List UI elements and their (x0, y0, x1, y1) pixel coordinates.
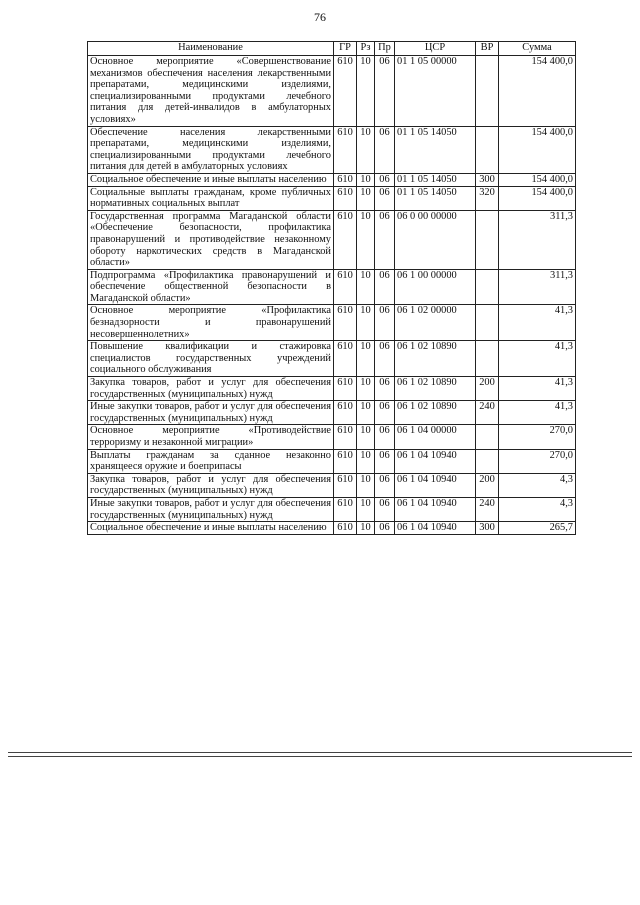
row-rz: 10 (357, 377, 375, 401)
row-rz: 10 (357, 126, 375, 173)
table-row (88, 56, 576, 127)
row-sum: 41,3 (499, 305, 576, 341)
row-name: Иные закупки товаров, работ и услуг для обеспечения государственных (муниципальных) нужд (88, 401, 334, 425)
row-name: Государственная программа Магаданской области «Обеспечение безопасности, профилактика правонарушений и противодействие незаконному обороту наркотических средств в Магаданской области» (88, 210, 334, 269)
row-vr (476, 269, 499, 305)
row-csr: 01 1 05 14050 (395, 173, 476, 186)
table-row (88, 305, 576, 341)
row-rz: 10 (357, 425, 375, 449)
row-gr: 610 (334, 56, 357, 127)
row-gr: 610 (334, 401, 357, 425)
table-row (88, 269, 576, 305)
row-pr: 06 (375, 341, 395, 377)
row-csr: 06 1 04 10940 (395, 522, 476, 535)
row-gr: 610 (334, 341, 357, 377)
row-vr (476, 341, 499, 377)
header-rz: Рз (357, 42, 375, 56)
table-row (88, 497, 576, 521)
table-row (88, 473, 576, 497)
row-sum: 154 400,0 (499, 173, 576, 186)
row-name: Повышение квалификации и стажировка специалистов государственных учреждений социального обслуживания (88, 341, 334, 377)
row-pr: 06 (375, 377, 395, 401)
row-pr: 06 (375, 473, 395, 497)
table-row (88, 341, 576, 377)
row-gr: 610 (334, 473, 357, 497)
row-pr: 06 (375, 305, 395, 341)
row-pr: 06 (375, 425, 395, 449)
row-pr: 06 (375, 269, 395, 305)
row-vr: 200 (476, 473, 499, 497)
row-rz: 10 (357, 186, 375, 210)
row-name: Выплаты гражданам за сданное незаконно хранящееся оружие и боеприпасы (88, 449, 334, 473)
row-rz: 10 (357, 56, 375, 127)
row-csr: 06 1 00 00000 (395, 269, 476, 305)
row-gr: 610 (334, 126, 357, 173)
row-pr: 06 (375, 401, 395, 425)
row-vr (476, 210, 499, 269)
footer-divider-bottom (8, 756, 632, 757)
table-row (88, 126, 576, 173)
row-vr: 300 (476, 173, 499, 186)
row-name: Социальное обеспечение и иные выплаты населению (88, 173, 334, 186)
row-rz: 10 (357, 449, 375, 473)
row-gr: 610 (334, 497, 357, 521)
header-vr: ВР (476, 42, 499, 56)
row-vr (476, 126, 499, 173)
header-name: Наименование (88, 42, 334, 56)
row-name: Подпрограмма «Профилактика правонарушений и обеспечение общественной безопасности в Магаданской области» (88, 269, 334, 305)
header-pr: Пр (375, 42, 395, 56)
row-vr: 240 (476, 401, 499, 425)
row-rz: 10 (357, 269, 375, 305)
row-name: Основное мероприятие «Противодействие терроризму и незаконной миграции» (88, 425, 334, 449)
row-vr (476, 56, 499, 127)
row-gr: 610 (334, 377, 357, 401)
table-row (88, 173, 576, 186)
row-pr: 06 (375, 56, 395, 127)
row-csr: 06 1 04 10940 (395, 473, 476, 497)
table-row (88, 449, 576, 473)
row-csr: 06 1 02 10890 (395, 341, 476, 377)
row-gr: 610 (334, 186, 357, 210)
row-sum: 4,3 (499, 497, 576, 521)
row-name: Социальное обеспечение и иные выплаты населению (88, 522, 334, 535)
row-csr: 06 1 02 00000 (395, 305, 476, 341)
row-gr: 610 (334, 269, 357, 305)
row-rz: 10 (357, 497, 375, 521)
table-row (88, 377, 576, 401)
row-sum: 154 400,0 (499, 56, 576, 127)
row-csr: 06 0 00 00000 (395, 210, 476, 269)
row-sum: 265,7 (499, 522, 576, 535)
row-csr: 01 1 05 14050 (395, 186, 476, 210)
table-row (88, 401, 576, 425)
row-name: Социальные выплаты гражданам, кроме публичных нормативных социальных выплат (88, 186, 334, 210)
row-sum: 4,3 (499, 473, 576, 497)
row-name: Закупка товаров, работ и услуг для обеспечения государственных (муниципальных) нужд (88, 377, 334, 401)
row-sum: 41,3 (499, 377, 576, 401)
row-pr: 06 (375, 522, 395, 535)
row-csr: 06 1 04 10940 (395, 497, 476, 521)
row-rz: 10 (357, 522, 375, 535)
row-sum: 41,3 (499, 341, 576, 377)
row-name: Основное мероприятие «Совершенствование механизмов обеспечения населения лекарственными препаратами, медицинскими изделиями, специализированными продуктами лечебного питания для детей-инвалидов в амбулаторных условиях» (88, 56, 334, 127)
page-number: 76 (314, 10, 326, 24)
row-name: Закупка товаров, работ и услуг для обеспечения государственных (муниципальных) нужд (88, 473, 334, 497)
row-csr: 06 1 02 10890 (395, 377, 476, 401)
row-csr: 06 1 04 10940 (395, 449, 476, 473)
table-row (88, 186, 576, 210)
table-row (88, 522, 576, 535)
row-rz: 10 (357, 341, 375, 377)
row-vr (476, 425, 499, 449)
row-name: Обеспечение населения лекарственными препаратами, медицинскими изделиями, специализированными продуктами лечебного питания для детей в амбулаторных условиях (88, 126, 334, 173)
row-vr: 200 (476, 377, 499, 401)
row-gr: 610 (334, 305, 357, 341)
row-sum: 311,3 (499, 210, 576, 269)
row-gr: 610 (334, 173, 357, 186)
row-rz: 10 (357, 210, 375, 269)
row-csr: 06 1 02 10890 (395, 401, 476, 425)
header-gr: ГР (334, 42, 357, 56)
header-sum: Сумма (499, 42, 576, 56)
row-rz: 10 (357, 305, 375, 341)
row-sum: 154 400,0 (499, 126, 576, 173)
row-pr: 06 (375, 126, 395, 173)
row-sum: 270,0 (499, 425, 576, 449)
row-vr (476, 449, 499, 473)
row-csr: 01 1 05 14050 (395, 126, 476, 173)
header-csr: ЦСР (395, 42, 476, 56)
footer-divider-top (8, 752, 632, 753)
row-pr: 06 (375, 186, 395, 210)
row-vr: 300 (476, 522, 499, 535)
row-pr: 06 (375, 173, 395, 186)
table-row (88, 425, 576, 449)
row-name: Основное мероприятие «Профилактика безнадзорности и правонарушений несовершеннолетних» (88, 305, 334, 341)
row-vr: 240 (476, 497, 499, 521)
row-rz: 10 (357, 473, 375, 497)
row-name: Иные закупки товаров, работ и услуг для обеспечения государственных (муниципальных) нужд (88, 497, 334, 521)
row-gr: 610 (334, 210, 357, 269)
row-gr: 610 (334, 425, 357, 449)
row-pr: 06 (375, 497, 395, 521)
row-pr: 06 (375, 449, 395, 473)
row-sum: 41,3 (499, 401, 576, 425)
row-sum: 311,3 (499, 269, 576, 305)
row-csr: 06 1 04 00000 (395, 425, 476, 449)
row-pr: 06 (375, 210, 395, 269)
budget-table (87, 41, 576, 535)
row-rz: 10 (357, 173, 375, 186)
row-sum: 154 400,0 (499, 186, 576, 210)
row-sum: 270,0 (499, 449, 576, 473)
row-vr: 320 (476, 186, 499, 210)
row-gr: 610 (334, 449, 357, 473)
row-csr: 01 1 05 00000 (395, 56, 476, 127)
row-vr (476, 305, 499, 341)
row-rz: 10 (357, 401, 375, 425)
row-gr: 610 (334, 522, 357, 535)
table-row (88, 210, 576, 269)
table-header-row (88, 42, 576, 56)
